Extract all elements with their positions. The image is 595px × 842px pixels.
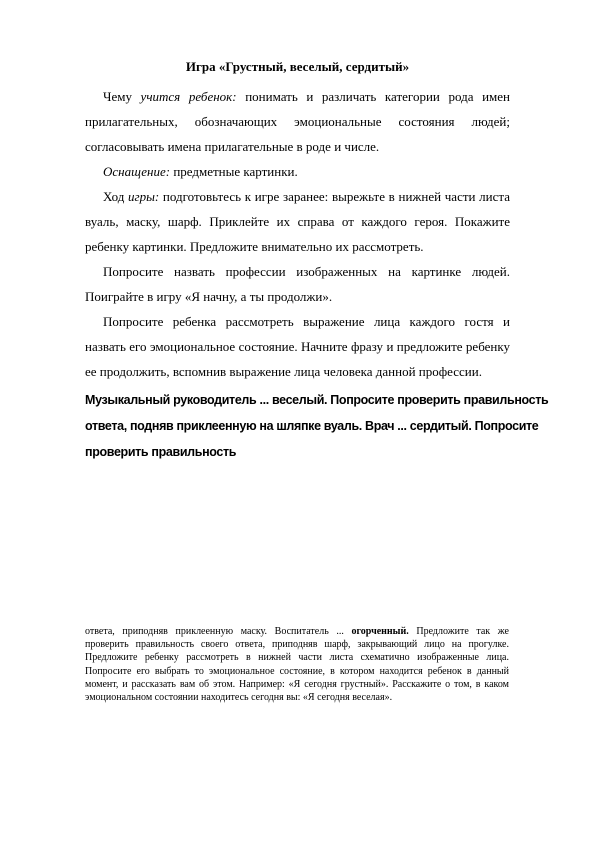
bold-line-3: проверить правильность [85, 445, 237, 459]
paragraph-professions: Попросите назвать профессии изображенных на картинке людей. Поиграйте в игру «Я начну, а ты продолжи». [85, 264, 510, 304]
paragraph-goal [85, 84, 510, 159]
course-text: подготовьтесь к игре заранее: вырежьте в нижней части листа вуаль, маску, шарф. Приклейте их справа от каждого героя. Покажите ребенку картинки. Предложите внимательно их рассмотреть. [85, 189, 510, 254]
course-label: игры: [128, 189, 160, 204]
equipment-text: предметные картинки. [170, 164, 298, 179]
small-bold-word: огорченный. [351, 626, 409, 637]
course-prefix: Ход [103, 189, 129, 204]
paragraph-game-course [85, 184, 510, 259]
equipment-label: Оснащение: [103, 164, 171, 179]
goal-label: учится ребенок: [140, 89, 237, 104]
goal-prefix: Чему [103, 89, 141, 104]
bold-example-block [85, 387, 555, 465]
bold-line-1: Музыкальный руководитель ... веселый. Попросите проверить правильность [85, 393, 549, 407]
bold-line-2: ответа, подняв приклеенную на шляпке вуаль. Врач ... сердитый. Попросите [85, 419, 539, 433]
small-part-1: ответа, приподняв приклеенную маску. Воспитатель ... [85, 626, 352, 637]
paragraph-expressions: Попросите ребенка рассмотреть выражение лица каждого гостя и назвать его эмоциональное состояние. Начните фразу и предложите ребенку ее продолжить, вспомнив выражение лица человека данной профессии. [85, 314, 510, 379]
small-part-2: Предложите так же проверить правильность своего ответа, приподняв шарф, закрывающий лицо на прогулке. Предложите ребенку рассмотреть в нижней части листа схематично изображенные лица. Попросите его выбрать то эмоциональное состояние, в котором находится ребенок в данный момент, и рассказать вам об этом. Например: «Я сегодня грустный». Расскажите о том, в каком эмоциональном состоянии находитесь сегодня вы: «Я сегодня веселая». [85, 626, 509, 704]
paragraph-equipment [85, 159, 510, 184]
main-text [85, 84, 510, 384]
small-continuation-text [85, 625, 509, 704]
goal-text: понимать и различать категории рода имен прилагательных, обозначающих эмоциональные состояния людей; согласовывать имена прилагательные в роде и числе. [85, 89, 510, 154]
page-title: Игра «Грустный, веселый, сердитый» [185, 59, 410, 74]
